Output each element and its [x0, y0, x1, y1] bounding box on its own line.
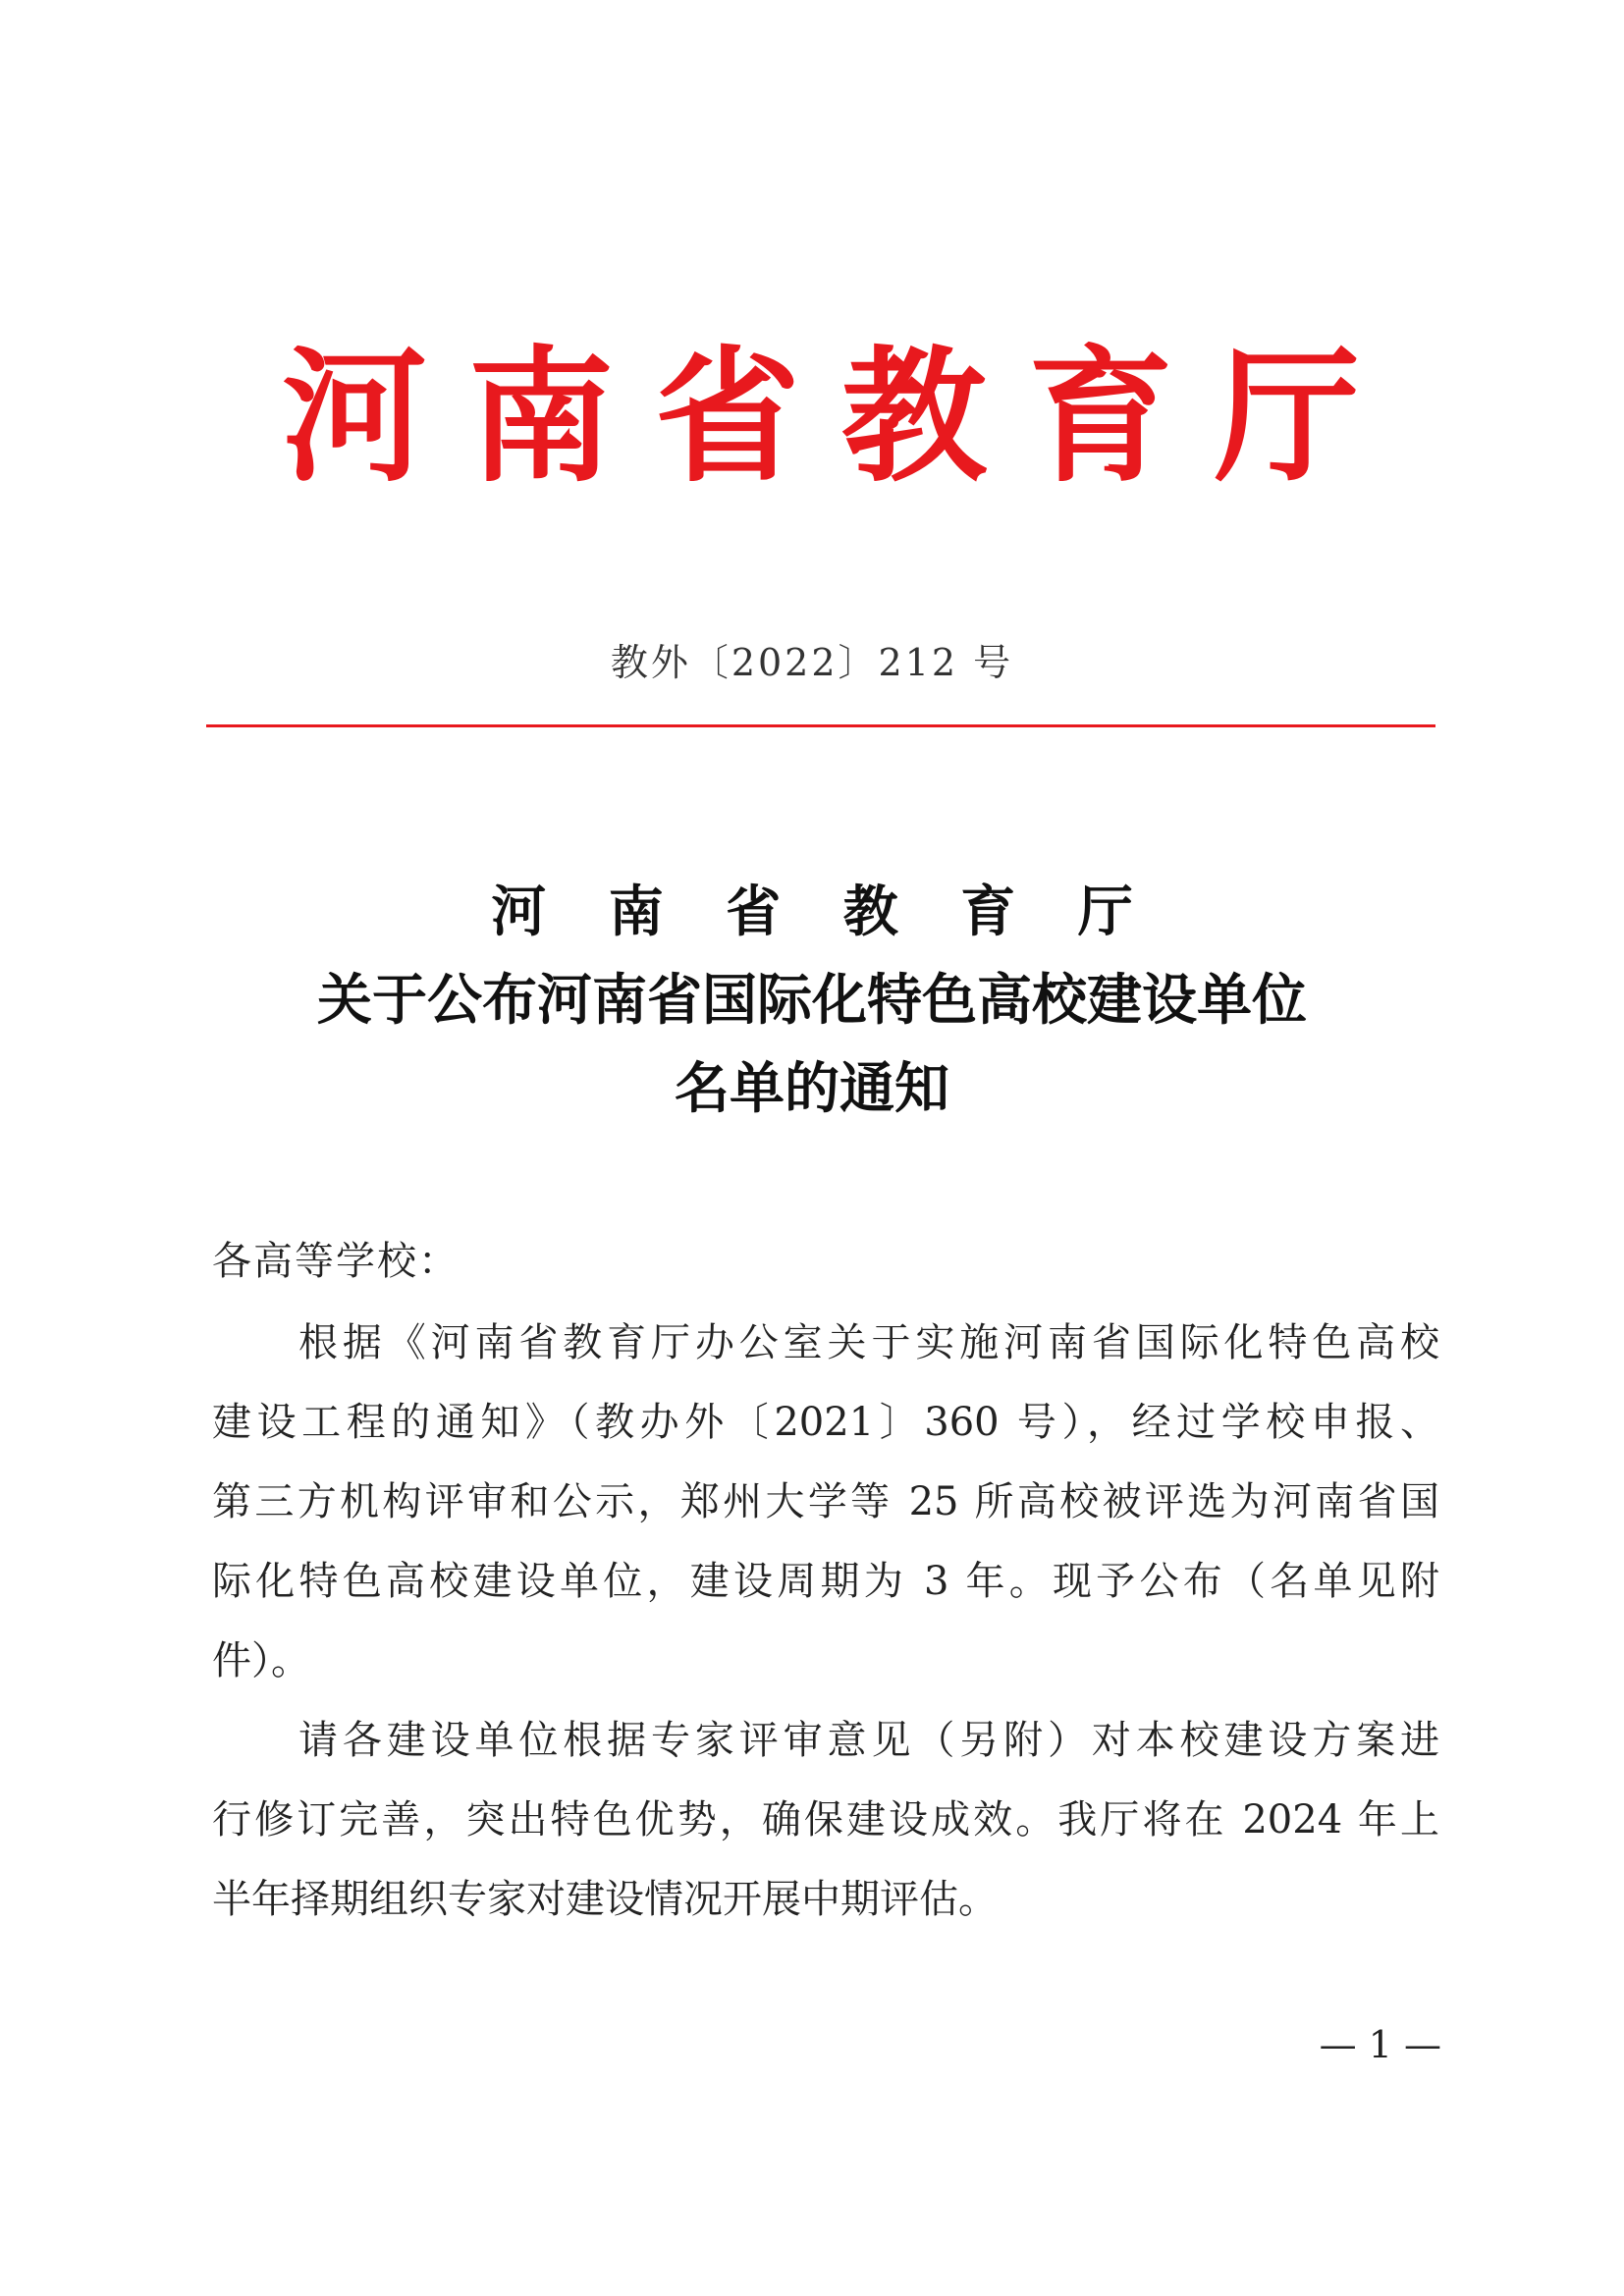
body-line: 件）。 — [212, 1638, 310, 1683]
body-line: 半年择期组织专家对建设情况开展中期评估。 — [212, 1877, 998, 1922]
body-line: 行修订完善，突出特色优势，确保建设成效。我厅将在 2024 年上 — [212, 1797, 1439, 1842]
body-line: 请各建设单位根据专家评审意见（另附）对本校建设方案进 — [298, 1718, 1439, 1763]
body-text — [212, 1313, 1439, 1949]
page-number: — 1 — — [1319, 2023, 1441, 2066]
body-line: 第三方机构评审和公示，郑州大学等 25 所高校被评选为河南省国 — [212, 1479, 1439, 1524]
notice-title — [0, 869, 1624, 1134]
body-line: 建设工程的通知》（教办外〔2021〕360 号），经过学校申报、 — [212, 1400, 1439, 1445]
masthead-title: 河南省教育厅 — [282, 333, 1401, 502]
document-number: 教外〔2022〕212 号 — [610, 641, 1014, 684]
body-line: 根据《河南省教育厅办公室关于实施河南省国际化特色高校 — [298, 1320, 1439, 1365]
title-line-issuer: 河 南 省 教 育 厅 — [491, 881, 1155, 944]
title-line-subject: 关于公布河南省国际化特色高校建设单位 — [317, 969, 1307, 1033]
salutation: 各高等学校： — [212, 1239, 460, 1284]
body-line: 际化特色高校建设单位，建设周期为 3 年。现予公布（名单见附 — [212, 1559, 1439, 1604]
title-line-subject-end: 名单的通知 — [675, 1057, 949, 1121]
red-divider-line — [206, 724, 1435, 727]
